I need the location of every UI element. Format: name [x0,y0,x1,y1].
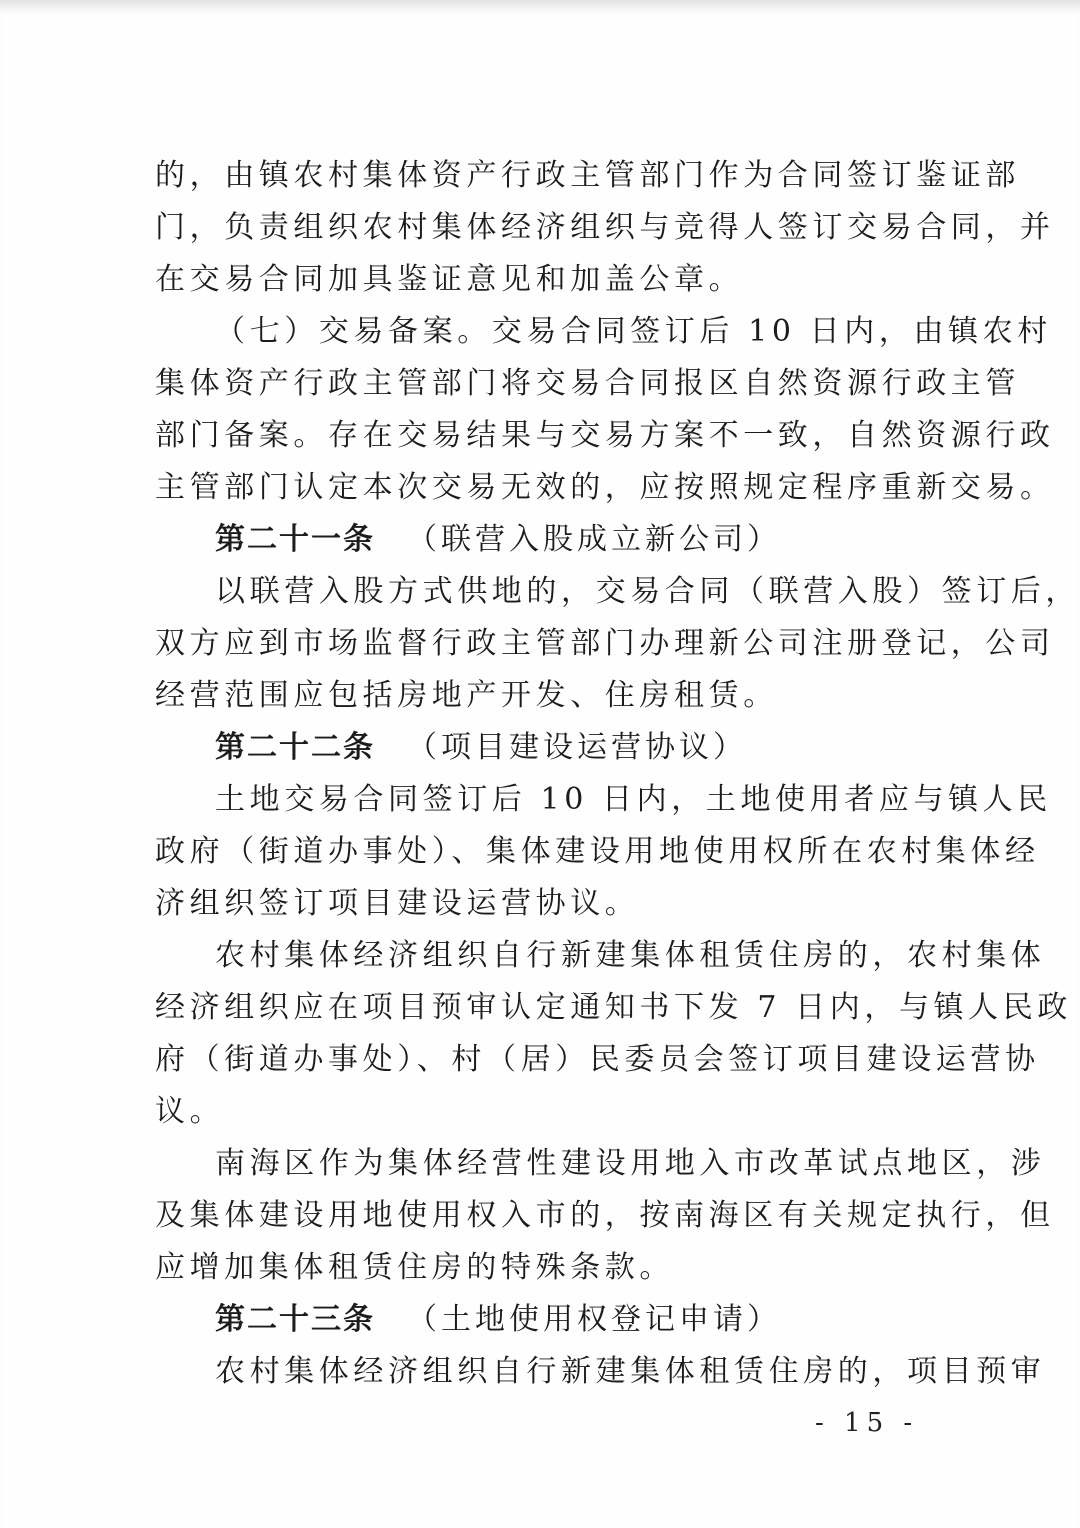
text-line: 集体资产行政主管部门将交易合同报区自然资源行政主管 [155,366,1020,401]
scan-top-edge [0,0,1080,14]
text-line: 土地交易合同签订后 10 日内，土地使用者应与镇人民 [215,782,1052,817]
text-line: 政府（街道办事处）、集体建设用地使用权所在农村集体经 [155,834,1040,869]
text-line: 农村集体经济组织自行新建集体租赁住房的，农村集体 [215,938,1046,973]
article-23-heading [155,1294,920,1346]
text-line: 门，负责组织农村集体经济组织与竞得人签订交易合同，并 [155,210,1055,245]
text-line: 部门备案。存在交易结果与交易方案不一致，自然资源行政 [155,418,1055,453]
text-line: 应增加集体租赁住房的特殊条款。 [155,1250,674,1285]
article-22-title: 第二十二条 [215,730,375,765]
text-line: 南海区作为集体经营性建设用地入市改革试点地区，涉 [215,1146,1046,1181]
document-body [155,150,1080,1398]
text-line: 经营范围应包括房地产开发、住房租赁。 [155,678,778,713]
text-line: 主管部门认定本次交易无效的，应按照规定程序重新交易。 [155,470,1055,505]
article-21-subtitle: （联营入股成立新公司） [407,522,781,557]
article-23-title: 第二十三条 [215,1302,375,1337]
article-22-heading [155,722,920,774]
text-line: 的，由镇农村集体资产行政主管部门作为合同签订鉴证部 [155,158,1020,193]
text-line: 济组织签订项目建设运营协议。 [155,886,640,921]
text-line: 经济组织应在项目预审认定通知书下发 7 日内，与镇人民政 [155,990,1072,1025]
text-line: 在交易合同加具鉴证意见和加盖公章。 [155,262,744,297]
article-22-subtitle: （项目建设运营协议） [407,730,747,765]
article-21-title: 第二十一条 [215,522,375,557]
text-line: 双方应到市场监督行政主管部门办理新公司注册登记，公司 [155,626,1055,661]
page-number: - 15 - [815,1408,919,1438]
article-23-subtitle: （土地使用权登记申请） [407,1302,781,1337]
text-line: 农村集体经济组织自行新建集体租赁住房的，项目预审 [215,1354,1046,1389]
text-line: 府（街道办事处）、村（居）民委员会签订项目建设运营协 [155,1042,1040,1077]
text-line: 议。 [155,1094,225,1129]
text-line: （七）交易备案。交易合同签订后 10 日内，由镇农村 [215,314,1052,349]
text-line: 及集体建设用地使用权入市的，按南海区有关规定执行，但 [155,1198,1055,1233]
text-line: 以联营入股方式供地的，交易合同（联营入股）签订后， [215,574,1080,609]
article-21-heading [155,514,920,566]
